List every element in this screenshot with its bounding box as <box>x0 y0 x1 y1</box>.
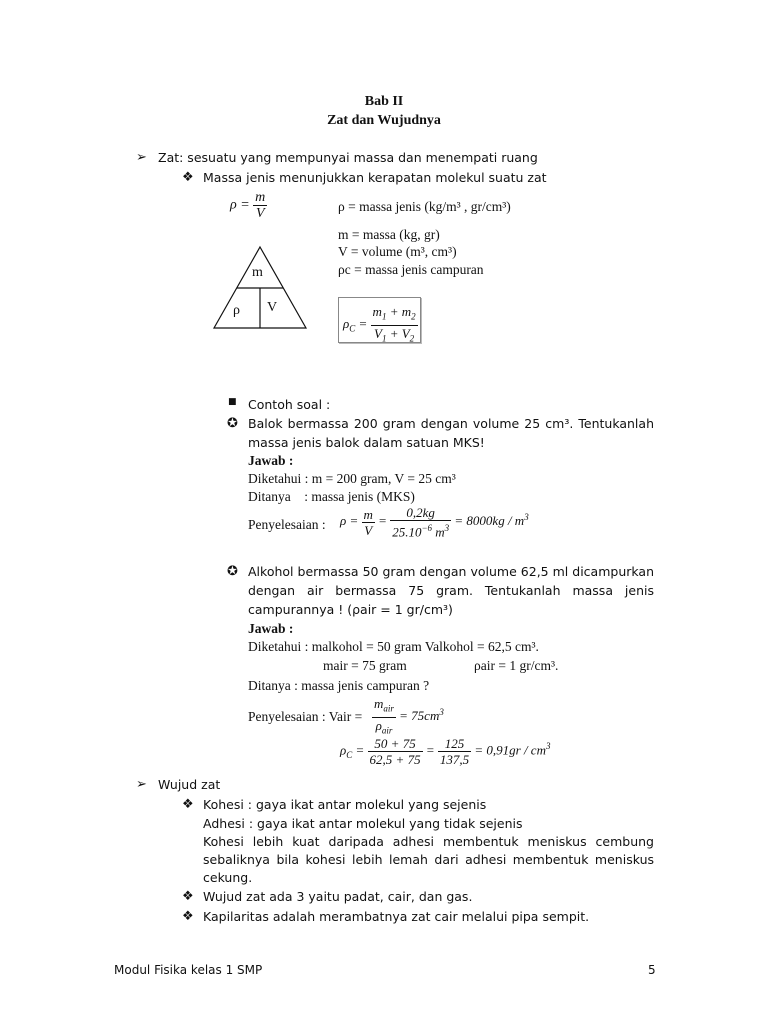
footer-page-number: 5 <box>648 963 656 977</box>
example2-question-line1: Alkohol bermassa 50 gram dengan volume 62,5 ml dicampurkan <box>248 564 654 579</box>
kohesi-paragraph-line1: Kohesi lebih kuat daripada adhesi membentuk meniskus cembung <box>203 834 654 849</box>
kohesi-definition: Kohesi : gaya ikat antar molekul yang sejenis <box>203 797 487 812</box>
example1-diketahui: Diketahui : m = 200 gram, V = 25 cm³ <box>248 471 456 486</box>
triangle-label-m: m <box>252 265 263 280</box>
legend-m: m = massa (kg, gr) <box>338 227 440 242</box>
circled-star-bullet-icon: ✪ <box>227 416 238 431</box>
contoh-soal-label: Contoh soal : <box>248 397 331 412</box>
triangle-label-v: V <box>267 300 278 315</box>
arrow-bullet-icon: ➢ <box>136 150 147 165</box>
wujud-zat-types: Wujud zat ada 3 yaitu padat, cair, dan gas. <box>203 889 473 904</box>
page-title: Zat dan Wujudnya <box>327 113 441 128</box>
massa-jenis-definition: Massa jenis menunjukkan kerapatan molekul suatu zat <box>203 170 547 185</box>
wujud-zat-heading: Wujud zat <box>158 777 221 792</box>
example2-ditanya: Ditanya : massa jenis campuran ? <box>248 678 430 693</box>
diamond-bullet-icon: ❖ <box>182 909 194 924</box>
example2-diketahui-line1: Diketahui : malkohol = 50 gram Valkohol = 62,5 cm³. <box>248 639 539 654</box>
example1-jawab: Jawab : <box>248 453 294 468</box>
example2-mixture-solution: $\rho_C$ = $\frac{50 + 75}{62,5 + 75}$ = $\frac{125}{137,5}$ = $0,91gr / cm^3$ <box>340 736 551 767</box>
diamond-bullet-icon: ❖ <box>182 797 194 812</box>
example1-question-line2: massa jenis balok dalam satuan MKS! <box>248 435 485 450</box>
legend-v: V = volume (m³, cm³) <box>338 244 457 259</box>
example2-question-line2: dengan air bermassa 75 gram. Tentukanlah massa jenis <box>248 583 654 598</box>
example2-volume-formula: $\frac{m_{air}}{\rho_{air}}$ = $75cm^3$ <box>374 696 444 736</box>
example1-ditanya: Ditanya : massa jenis (MKS) <box>248 489 415 504</box>
circled-star-bullet-icon: ✪ <box>227 564 238 579</box>
footer-module-title: Modul Fisika kelas 1 SMP <box>114 963 263 977</box>
example2-diketahui-mair: mair = 75 gram <box>323 658 407 673</box>
square-bullet-icon: ■ <box>228 397 237 407</box>
triangle-label-rho: ρ <box>233 303 240 318</box>
example2-jawab: Jawab : <box>248 621 294 636</box>
zat-definition: Zat: sesuatu yang mempunyai massa dan menempati ruang <box>158 150 538 165</box>
chapter-label: Bab II <box>364 94 404 109</box>
density-triangle-diagram <box>210 244 310 332</box>
example1-penyelesaian: Penyelesaian : <box>248 517 326 532</box>
density-formula: ρ = $\frac{m}{V}$ <box>230 190 266 221</box>
legend-rho: ρ = massa jenis (kg/m³ , gr/cm³) <box>338 199 511 214</box>
example2-diketahui-rhoair: ρair = 1 gr/cm³. <box>474 658 559 673</box>
example2-question-line3: campurannya ! (ρair = 1 gr/cm³) <box>248 602 453 617</box>
diamond-bullet-icon: ❖ <box>182 170 194 185</box>
mixture-formula-box: $\rho_C$ = $\frac{m_1 + m_2}{V_1 + V_2}$ <box>338 297 421 343</box>
diamond-bullet-icon: ❖ <box>182 889 194 904</box>
adhesi-definition: Adhesi : gaya ikat antar molekul yang tidak sejenis <box>203 816 523 831</box>
example1-solution-formula: ρ = $\frac{m}{V}$ = $\frac{0,2kg}{25.10^{-6} m^3}$ = $8000kg / m^3$ <box>340 505 529 540</box>
kohesi-paragraph-line2: sebaliknya bila kohesi lebih lemah dari adhesi membentuk meniskus <box>203 852 654 867</box>
example2-penyelesaian: Penyelesaian : Vair = <box>248 709 363 724</box>
legend-rho-c: ρc = massa jenis campuran <box>338 262 484 277</box>
example1-question-line1: Balok bermassa 200 gram dengan volume 25 cm³. Tentukanlah <box>248 416 654 431</box>
kohesi-paragraph-line3: cekung. <box>203 870 253 885</box>
arrow-bullet-icon: ➢ <box>136 777 147 792</box>
kapilaritas-definition: Kapilaritas adalah merambatnya zat cair melalui pipa sempit. <box>203 909 590 924</box>
